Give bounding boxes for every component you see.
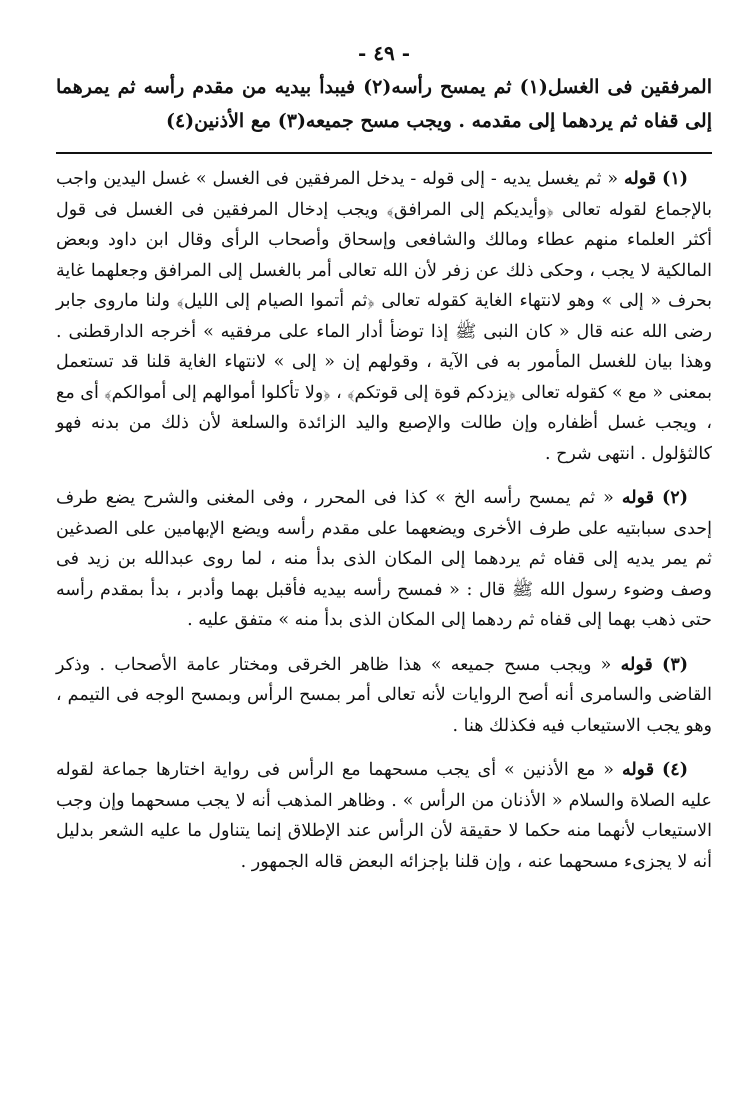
footnote-text: « ويجب مسح جميعه » هذا ظاهر الخرقى ومختار عامة الأصحاب . وذكر القاضى والسامرى أنه أصح الروايات لأنه تعالى أمر بمسح الرأس وبمسح الوجه فى التيمم ، وهو يجب الاستيعاب فيه فكذلك هنا . <box>56 654 712 736</box>
main-text: المرفقين فى الغسل(١) ثم يمسح رأسه(٢) فيبدأ بيديه من مقدم رأسه ثم يمرهما إلى قفاه ثم يردهما إلى مقدمه . ويجب مسح جميعه(٣) مع الأذنين(٤) <box>56 76 712 132</box>
footnote-keyword: قوله <box>621 488 654 508</box>
footnote-1 <box>56 164 712 469</box>
footnote-text: « مع الأذنين » أى يجب مسحهما مع الرأس فى رواية اختارها جماعة لقوله عليه الصلاة والسلام « الأذنان من الرأس » . وظاهر المذهب أنه لا يجب مسحهما وإن وجب الاستيعاب لأنهما منه حكما لا حقيقة لأن الرأس عند الإطلاق إنما يتناول ما عليه الشعر بدليل أنه لا يجزىء مسحهما عنه ، وإن قلنا بإجزائه البعض قاله الجمهور . <box>56 760 713 872</box>
footnote-4 <box>56 755 712 877</box>
footnote-number: (١) <box>662 169 688 189</box>
footnote-text: « ثم يمسح رأسه الخ » كذا فى المحرر ، وفى المغنى والشرح يضع طرف إحدى سبابتيه على طرف الأخرى ويضعهما على مقدم رأسه ويضع الإبهامين على الصدغين ثم يمر يديه إلى قفاه ثم يردهما إلى المكان الذى بدأ منه ، لما روى عبدالله بن زيد فى وصف وضوء رسول الله ﷺ قال : « فمسح رأسه بيديه فأقبل بهما وأدبر ، بدأ بمقدم رأسه حتى ذهب بهما إلى قفاه ثم ردهما إلى المكان الذى بدأ منه » متفق عليه . <box>56 488 712 630</box>
footnote-keyword: قوله <box>621 760 655 780</box>
footnote-number: (٣) <box>662 654 688 675</box>
footnote-keyword: قوله <box>624 169 657 189</box>
footnote-keyword: قوله <box>620 654 653 675</box>
page-number: - ٤٩ - <box>357 41 410 65</box>
footnote-number: (٤) <box>662 760 688 780</box>
footnote-3 <box>56 650 712 742</box>
footnote-text: « ثم يغسل يديه - إلى قوله - يدخل المرفقين فى الغسل » غسل اليدين واجب بالإجماع لقوله تعالى ﴿وأيديكم إلى المرافق﴾ ويجب إدخال المرفقين فى الغسل فى قول أكثر العلماء منهم عطاء ومالك والشافعى وإسحاق وأصحاب الرأى وقال ابن داود وبعض المالكية لا يجب ، وحكى ذلك عن زفر لأن الله تعالى أمر بالغسل إلى المرافق وجعلهما غاية بحرف « إلى » وهو لانتهاء الغاية كقوله تعالى ﴿ثم أتموا الصيام إلى الليل﴾ ولنا ماروى جابر رضى الله عنه قال « كان النبى ﷺ إذا توضأ أدار الماء على مرفقيه » أخرجه الدارقطنى . وهذا بيان للغسل المأمور به فى الآية ، وقولهم إن « إلى » لانتهاء الغاية قلنا قد تستعمل بمعنى « مع » كقوله تعالى ﴿يزدكم قوة إلى قوتكم﴾ ، ﴿ولا تأكلوا أموالهم إلى أموالكم﴾ أى مع ، ويجب غسل أظفاره وإن طالت والإصبع واليد الزائدة والسلعة لأن ذلك من بدنه فهو كالثؤلول . انتهى شرح . <box>56 169 712 464</box>
footnote-2 <box>56 483 712 636</box>
footnote-divider <box>56 152 712 154</box>
footnote-number: (٢) <box>662 488 688 508</box>
book-page <box>56 38 712 891</box>
